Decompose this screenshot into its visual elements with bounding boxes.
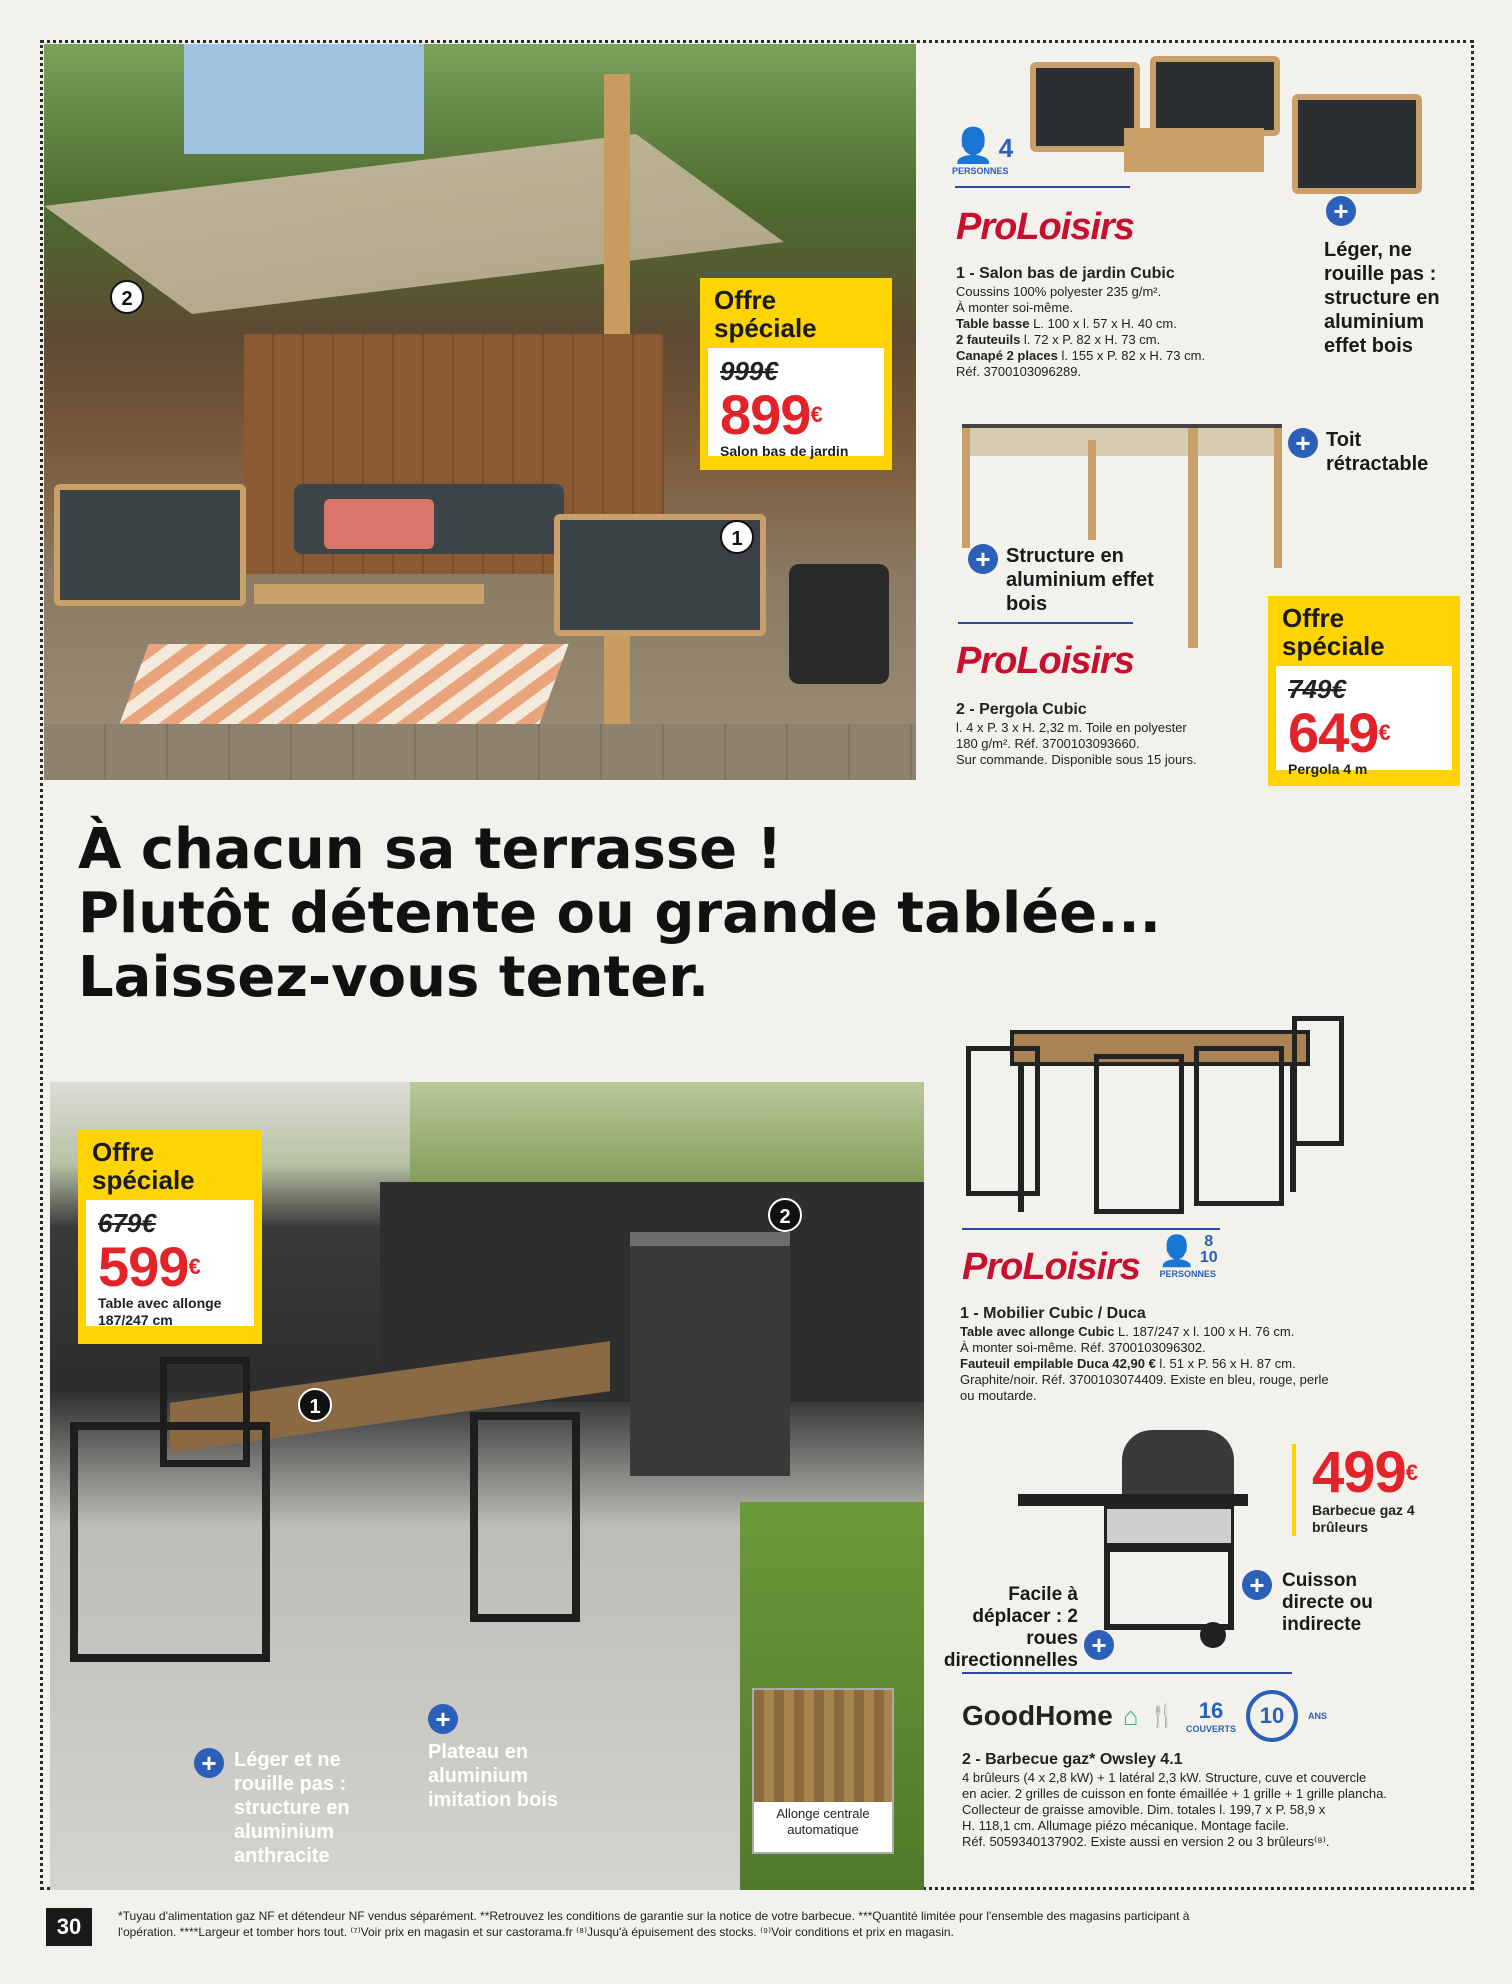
price-currency: € [1405,1460,1418,1485]
bbq-wheel [1200,1622,1226,1648]
bbq-cart [1104,1546,1234,1630]
offer-price [720,383,872,446]
old-price: 749€ [1288,674,1346,704]
plus-icon: + [1326,196,1356,226]
pergola-leg [962,428,970,548]
desc-bold: Table basse [956,316,1030,331]
brand-logo-proloisirs: ProLoisirs [956,206,1134,248]
bbq-control-panel [1104,1506,1234,1546]
extension-image [754,1690,892,1802]
desc-bold: Fauteuil empilable Duca 42,90 € [960,1356,1156,1371]
person-icon: 👤 [952,127,995,165]
feature-text: Plateau en aluminium imitation bois [428,1741,558,1811]
feature-cooking [1242,1570,1412,1636]
goodhome-brand-row [962,1690,1327,1742]
plus-icon: + [968,544,998,574]
product-title: 2 - Barbecue gaz* Owsley 4.1 [962,1751,1183,1768]
item-badge-2: 2 [768,1198,802,1232]
item-badge-1: 1 [298,1388,332,1422]
desc-bold: Canapé 2 places [956,348,1058,363]
page-headline [78,818,1161,1010]
chair-product [966,1046,1040,1196]
old-price: 999€ [720,356,778,386]
couverts-count: 16 [1198,1698,1224,1723]
persons-top: 8 [1204,1233,1214,1250]
footer-line: l'opération. ****Largeur et tomber hors tout. ⁽⁷⁾Voir prix en magasin et sur castorama.fr ⁽⁸⁾Jusqu'à épuisement des stocks. ⁽⁹⁾Voir conditions et prix en magasin. [118,1925,954,1939]
warranty-badge [1246,1690,1298,1742]
headline-line: Laissez-vous tenter. [78,945,710,1010]
desc-line: en acier. 2 grilles de cuisson en fonte émaillée + 1 grille + 1 grille plancha. [962,1786,1387,1801]
couverts-label: COUVERTS [1186,1724,1237,1734]
product-description-salon [956,266,1256,380]
bbq-lid [1122,1430,1234,1496]
price-value: 599 [98,1235,189,1298]
plus-icon: + [1084,1630,1114,1660]
persons-label: PERSONNES [952,166,1009,176]
desc-line: À monter soi-même. [956,300,1074,315]
headline-line: À chacun sa terrasse ! [78,817,783,882]
offer-caption: Pergola 4 m [1288,761,1368,777]
warranty-label: ANS [1308,1711,1328,1721]
price-currency: € [1378,720,1390,745]
desc-line: Réf. 3700103096289. [956,364,1082,379]
coffee-table [254,584,484,604]
desc-line: ou moutarde. [960,1388,1037,1403]
bbq-price-block [1292,1440,1432,1536]
desc-line [956,348,1256,364]
trees [410,1082,924,1192]
sofa-product [1150,56,1280,136]
brand-logo-proloisirs-2: ProLoisirs [956,640,1134,682]
plus-icon: + [194,1748,224,1778]
chair-product [1292,1016,1344,1146]
offer-title: Offre spéciale [714,285,817,343]
persons-indicator [952,126,1013,176]
feature-text: Cuisson directe ou indirecte [1282,1570,1373,1635]
special-offer-table [78,1130,262,1344]
product-title: 1 - Salon bas de jardin Cubic [956,265,1175,282]
special-offer-lounge [700,278,892,470]
offer-title: Offre spéciale [1282,603,1385,661]
extension-inset [752,1688,894,1854]
persons-count: 4 [998,133,1014,163]
armchair-left [54,484,246,606]
barbecue [630,1232,790,1476]
inset-caption: Allonge centrale automatique [776,1806,870,1837]
feature-plateau [428,1704,588,1812]
divider [955,186,1130,188]
pergola-product-roof [962,424,1282,456]
divider [962,1672,1292,1674]
offer-price-box [1276,666,1452,777]
desc-text: L. 187/247 x l. 100 x H. 76 cm. [1114,1324,1295,1339]
old-price: 679€ [98,1208,156,1238]
cushion [324,499,434,549]
wooden-deck [44,724,916,780]
offer-title: Offre spéciale [92,1137,195,1195]
footer-line: *Tuyau d'alimentation gaz NF et détendeur NF vendus séparément. **Retrouvez les conditions de garantie sur la notice de votre barbecue. ***Quantité limitée pour l'ensemble des magasins participant à [118,1909,1190,1923]
plus-icon [1084,1630,1114,1660]
pergola-leg [1274,428,1282,568]
item-badge-1: 1 [720,520,754,554]
offer-price-box [86,1200,254,1326]
product-description-pergola [956,702,1276,768]
brand-logo-goodhome: GoodHome [962,1700,1113,1731]
price-value: 649 [1288,701,1379,764]
desc-line: 180 g/m². Réf. 3700103093660. [956,736,1140,751]
feature-light-structure [194,1748,384,1868]
pergola-leg [1188,428,1198,648]
feature-structure [968,544,1166,616]
desc-line [960,1356,1460,1372]
price-value: 899 [720,383,811,446]
bbq-side-tables [1018,1494,1248,1506]
desc-line: Graphite/noir. Réf. 3700103074409. Existe en bleu, rouge, perle [960,1372,1329,1387]
product-description-dining [960,1306,1460,1404]
desc-text: l. 51 x P. 56 x H. 87 cm. [1155,1356,1296,1371]
desc-line: l. 4 x P. 3 x H. 2,32 m. Toile en polyester [956,720,1187,735]
headline-line: Plutôt détente ou grande tablée... [78,881,1161,946]
feature-light: Léger, ne rouille pas : structure en aluminium effet bois [1324,239,1440,357]
item-badge-2: 2 [110,280,144,314]
desc-line: Sur commande. Disponible sous 15 jours. [956,752,1197,767]
bbq-caption: Barbecue gaz 4 brûleurs [1312,1502,1415,1535]
feature-text: Léger et ne rouille pas : structure en aluminium anthracite [234,1749,350,1867]
desc-line: Réf. 5059340137902. Existe aussi en version 2 ou 3 brûleurs⁽⁸⁾. [962,1834,1330,1849]
house-icon: ⌂ [1122,1700,1139,1731]
fire-pit [789,564,889,684]
feature-text: Structure en aluminium effet bois [1006,545,1154,615]
desc-text: l. 155 x P. 82 x H. 73 cm. [1057,348,1206,363]
desc-line: À monter soi-même. Réf. 3700103096302. [960,1340,1206,1355]
offer-caption: Table avec allonge 187/247 cm [98,1295,222,1328]
desc-line [960,1324,1460,1340]
offer-price-box [708,348,884,459]
desc-line [956,332,1256,348]
plus-icon: + [1242,1570,1272,1600]
patterned-rug [119,644,568,724]
desc-bold: Table avec allonge Cubic [960,1324,1115,1339]
brand-logo-proloisirs-3: ProLoisirs [962,1246,1140,1288]
product-description-bbq [962,1752,1472,1850]
desc-line: H. 118,1 cm. Allumage piézo mécanique. Montage facile. [962,1818,1290,1833]
persons-bottom: 10 [1199,1249,1218,1266]
pergola-canopy [44,134,784,314]
chair-product [1094,1054,1184,1214]
price-value: 499 [1312,1440,1406,1505]
plus-icon: + [1288,428,1318,458]
pergola-leg [1088,440,1096,540]
couverts-block [1186,1698,1236,1734]
chair-product [1194,1046,1284,1206]
desc-line: Collecteur de graisse amovible. Dim. totales l. 199,7 x P. 58,9 x [962,1802,1326,1817]
dining-chair [470,1412,580,1622]
sky-area [184,44,424,154]
feature-text: Toit rétractable [1326,429,1429,475]
product-title: 2 - Pergola Cubic [956,701,1087,718]
desc-line [956,316,1256,332]
product-title: 1 - Mobilier Cubic / Duca [960,1305,1146,1322]
offer-price [98,1235,242,1298]
footer-legal-notes [118,1908,1478,1940]
feature-retractable [1288,428,1456,476]
divider [962,1228,1220,1230]
desc-line: Coussins 100% polyester 235 g/m². [956,284,1162,299]
offer-price [1288,701,1440,764]
persons-range [1200,1234,1218,1266]
plus-icon: + [428,1704,458,1734]
special-offer-pergola [1268,596,1460,786]
feature-wheels: Facile à déplacer : 2 roues directionnelles [943,1584,1078,1671]
person-icon: 👤 [1158,1235,1196,1268]
warranty-years: 10 [1259,1703,1285,1728]
plus-icon [1326,196,1356,226]
page-number: 30 [46,1908,92,1946]
persons-label: PERSONNES [1159,1269,1217,1279]
cutlery-icon: 🍴 [1148,1703,1177,1728]
desc-line: 4 brûleurs (4 x 2,8 kW) + 1 latéral 2,3 kW. Structure, cuve et couvercle [962,1770,1367,1785]
divider [958,622,1133,624]
desc-text: L. 100 x l. 57 x H. 40 cm. [1029,316,1177,331]
bbq-price [1312,1440,1432,1505]
price-currency: € [188,1254,200,1279]
desc-bold: 2 fauteuils [956,332,1021,347]
desc-text: l. 72 x P. 82 x H. 73 cm. [1020,332,1161,347]
dining-chair [160,1357,250,1467]
offer-caption: Salon bas de jardin [720,443,849,459]
table-product [1124,128,1264,172]
persons-indicator [1158,1234,1218,1279]
price-currency: € [810,402,822,427]
armchair-product-2 [1292,94,1422,194]
